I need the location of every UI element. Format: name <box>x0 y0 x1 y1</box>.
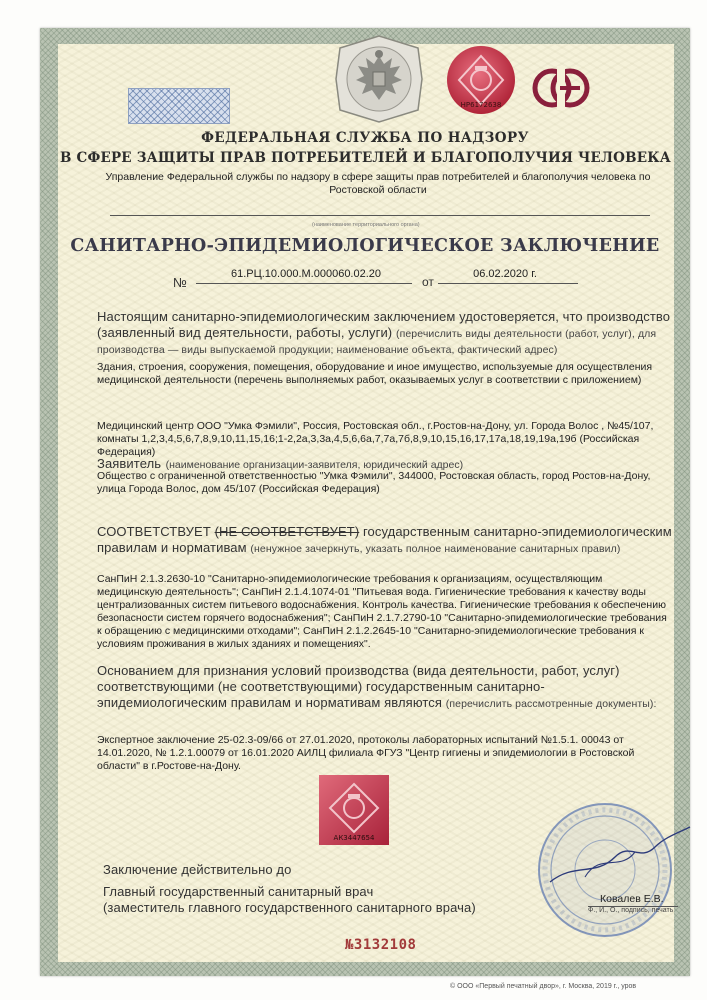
hologram-code-top: НР6172638 <box>460 101 502 109</box>
basis-documents: Экспертное заключение 25-02.3-09/66 от 27.01.2020, протоколы лабораторных испытаний №1.5.1. 00043 от 14.01.2020, № 1.2.1.00079 от 16.01.2020 АИЛЦ филиала ФГУЗ "Центр гигиены и эпидемиологии в Ростовской области" в г.Ростове-на-Дону. <box>97 734 635 772</box>
applicant-label: Заявитель <box>97 456 162 471</box>
hologram-sticker-top <box>445 44 517 116</box>
rules-text: государственным санитарно-эпидемиологическим правилам и нормативам <box>97 524 672 555</box>
compliance-paragraph <box>97 524 672 556</box>
document-number: 61.РЦ.10.000.М.000060.02.20 <box>230 268 382 280</box>
document-title: САНИТАРНО-ЭПИДЕМИОЛОГИЧЕСКОЕ ЗАКЛЮЧЕНИЕ <box>70 236 660 256</box>
document-date: 06.02.2020 г. <box>473 268 537 280</box>
sanitary-rules-list: СанПиН 2.1.3.2630-10 "Санитарно-эпидемиологические требования к организациям, осуществляющим медицинскую деятельность"; СанПиН 2.1.4.1074-01 "Питьевая вода. Гигиенические требования к качеству воды централизованных систем питьевого водоснабжения. Контроль качества. Гигиенические требования к обеспечению безопасности систем горячего водоснабжения"; СанПиН 2.1.7.2790-10 "Санитарно-эпидемиологические требования к обращению с медицинскими отходами"; СанПиН 2.1.2.2645-10 "Санитарно-эпидемиологические требования к условиям проживания в жилых зданиях и помещениях". <box>97 573 667 650</box>
applicant-details: Общество с ограниченной ответственностью "Умка Фэмили", 344000, Ростовская область, город Ростов-на-Дону, улица Города Волос, дом 45/107 (Российская Федерация) <box>97 470 651 495</box>
territorial-note: (наименование территориального органа) <box>312 222 420 228</box>
regional-office: Управление Федеральной службы по надзору в сфере защиты прав потребителей и благополучия человека по Ростовской области <box>105 171 651 196</box>
intro-note: (перечислить виды деятельности (работ, услуг), для производства — виды выпускаемой продукции; наименование объекта, фактический адрес) <box>97 328 657 356</box>
coat-of-arms-emblem <box>334 34 424 124</box>
org-name-line-1: ФЕДЕРАЛЬНАЯ СЛУЖБА ПО НАДЗОРУ <box>201 130 529 146</box>
not-complies-label: (НЕ СООТВЕТСТВУЕТ) <box>214 524 360 539</box>
signer-note: Ф., И., О., подпись, печать <box>588 907 674 914</box>
signer-title-alt: (заместитель главного государственного санитарного врача) <box>103 900 476 915</box>
complies-label: СООТВЕТСТВУЕТ <box>97 524 211 539</box>
number-label: № <box>173 275 187 290</box>
object-description: Здания, строения, сооружения, помещения, оборудование и иное имущество, используемые для осуществления медицинской деятельности (перечень выполняемых работ, оказываемых услуг в соответствии с приложением) <box>97 361 653 386</box>
applicant-note: (наименование организации-заявителя, юридический адрес) <box>165 459 464 471</box>
signature <box>545 822 695 892</box>
org-name-line-2: В СФЕРЕ ЗАЩИТЫ ПРАВ ПОТРЕБИТЕЛЕЙ И БЛАГОПОЛУЧИЯ ЧЕЛОВЕКА <box>60 150 671 166</box>
basis-paragraph <box>97 663 672 711</box>
intro-paragraph <box>97 309 672 357</box>
basis-text: Основанием для признания условий производства (вида деятельности, работ, услуг) соответствующими (не соответствующими) государственным санитарно-эпидемиологическим правилам и нормативам являются <box>97 663 620 710</box>
hologram-sticker-bottom <box>318 774 390 846</box>
signer-name: Ковалев Е.В. <box>600 893 664 905</box>
security-pattern <box>128 88 230 124</box>
divider <box>110 215 650 216</box>
number-underline <box>196 283 412 284</box>
intro-text: Настоящим санитарно-эпидемиологическим заключением удостоверяется, что производство (заявленный вид деятельности, работы, услуги) <box>97 309 671 340</box>
validity-label: Заключение действительно до <box>103 862 292 877</box>
form-number: №3132108 <box>345 937 417 953</box>
date-underline <box>438 283 578 284</box>
basis-note: (перечислить рассмотренные документы): <box>445 698 657 710</box>
hologram-code-bottom: АК3447654 <box>333 834 375 842</box>
date-label: от <box>422 275 434 289</box>
printer-imprint: © ООО «Первый печатный двор», г. Москва, 2019 г., уров <box>450 983 637 990</box>
signer-title: Главный государственный санитарный врач <box>103 884 374 899</box>
object-address: Медицинский центр ООО "Умка Фэмили", Россия, Ростовская обл., г.Ростов-на-Дону, ул. Города Волос , №45/107, комнаты 1,2,3,4,5,6,7,8,9,10,11,15,16;1-2,2а,3,3а,4,5,6,6а,7,7а,7б,8,9,10,15,16,17,17а,18,19,19а,19б (Российская Федерация) <box>97 420 654 458</box>
se-logo <box>530 66 592 110</box>
rules-note: (ненужное зачеркнуть, указать полное наименование санитарных правил) <box>250 543 621 555</box>
